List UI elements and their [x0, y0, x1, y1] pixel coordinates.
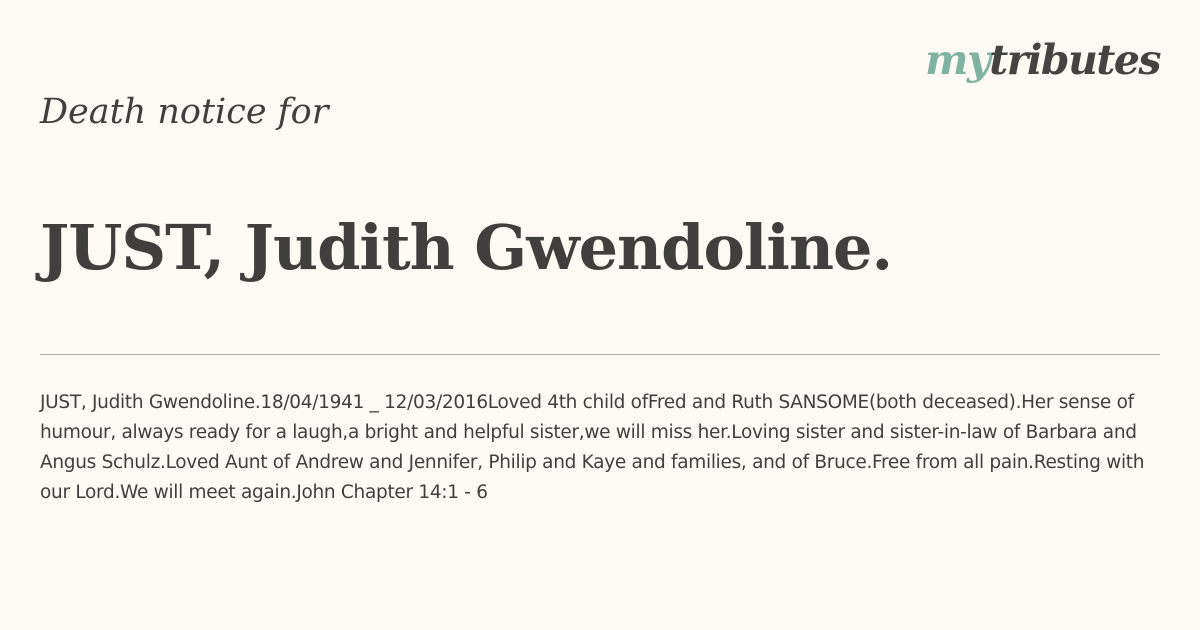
logo-tributes-text: tributes	[989, 36, 1160, 84]
deceased-name-heading: JUST, Judith Gwendoline.	[40, 211, 893, 284]
mytributes-logo[interactable]	[925, 32, 1160, 88]
section-divider	[40, 354, 1160, 355]
notice-body-text: JUST, Judith Gwendoline.18/04/1941 _ 12/03/2016Loved 4th child ofFred and Ruth SANSOME(both deceased).Her sense of humour, always ready for a laugh,a bright and helpful sister,we will miss her.Loving sister and sister-in-law of Barbara and Angus Schulz.Loved Aunt of Andrew and Jennifer, Philip and Kaye and families, and of Bruce.Free from all pain.Resting with our Lord.We will meet again.John Chapter 14:1 - 6	[40, 392, 1145, 503]
notice-subtitle: Death notice for	[40, 92, 329, 132]
logo-my-text: my	[925, 36, 990, 84]
